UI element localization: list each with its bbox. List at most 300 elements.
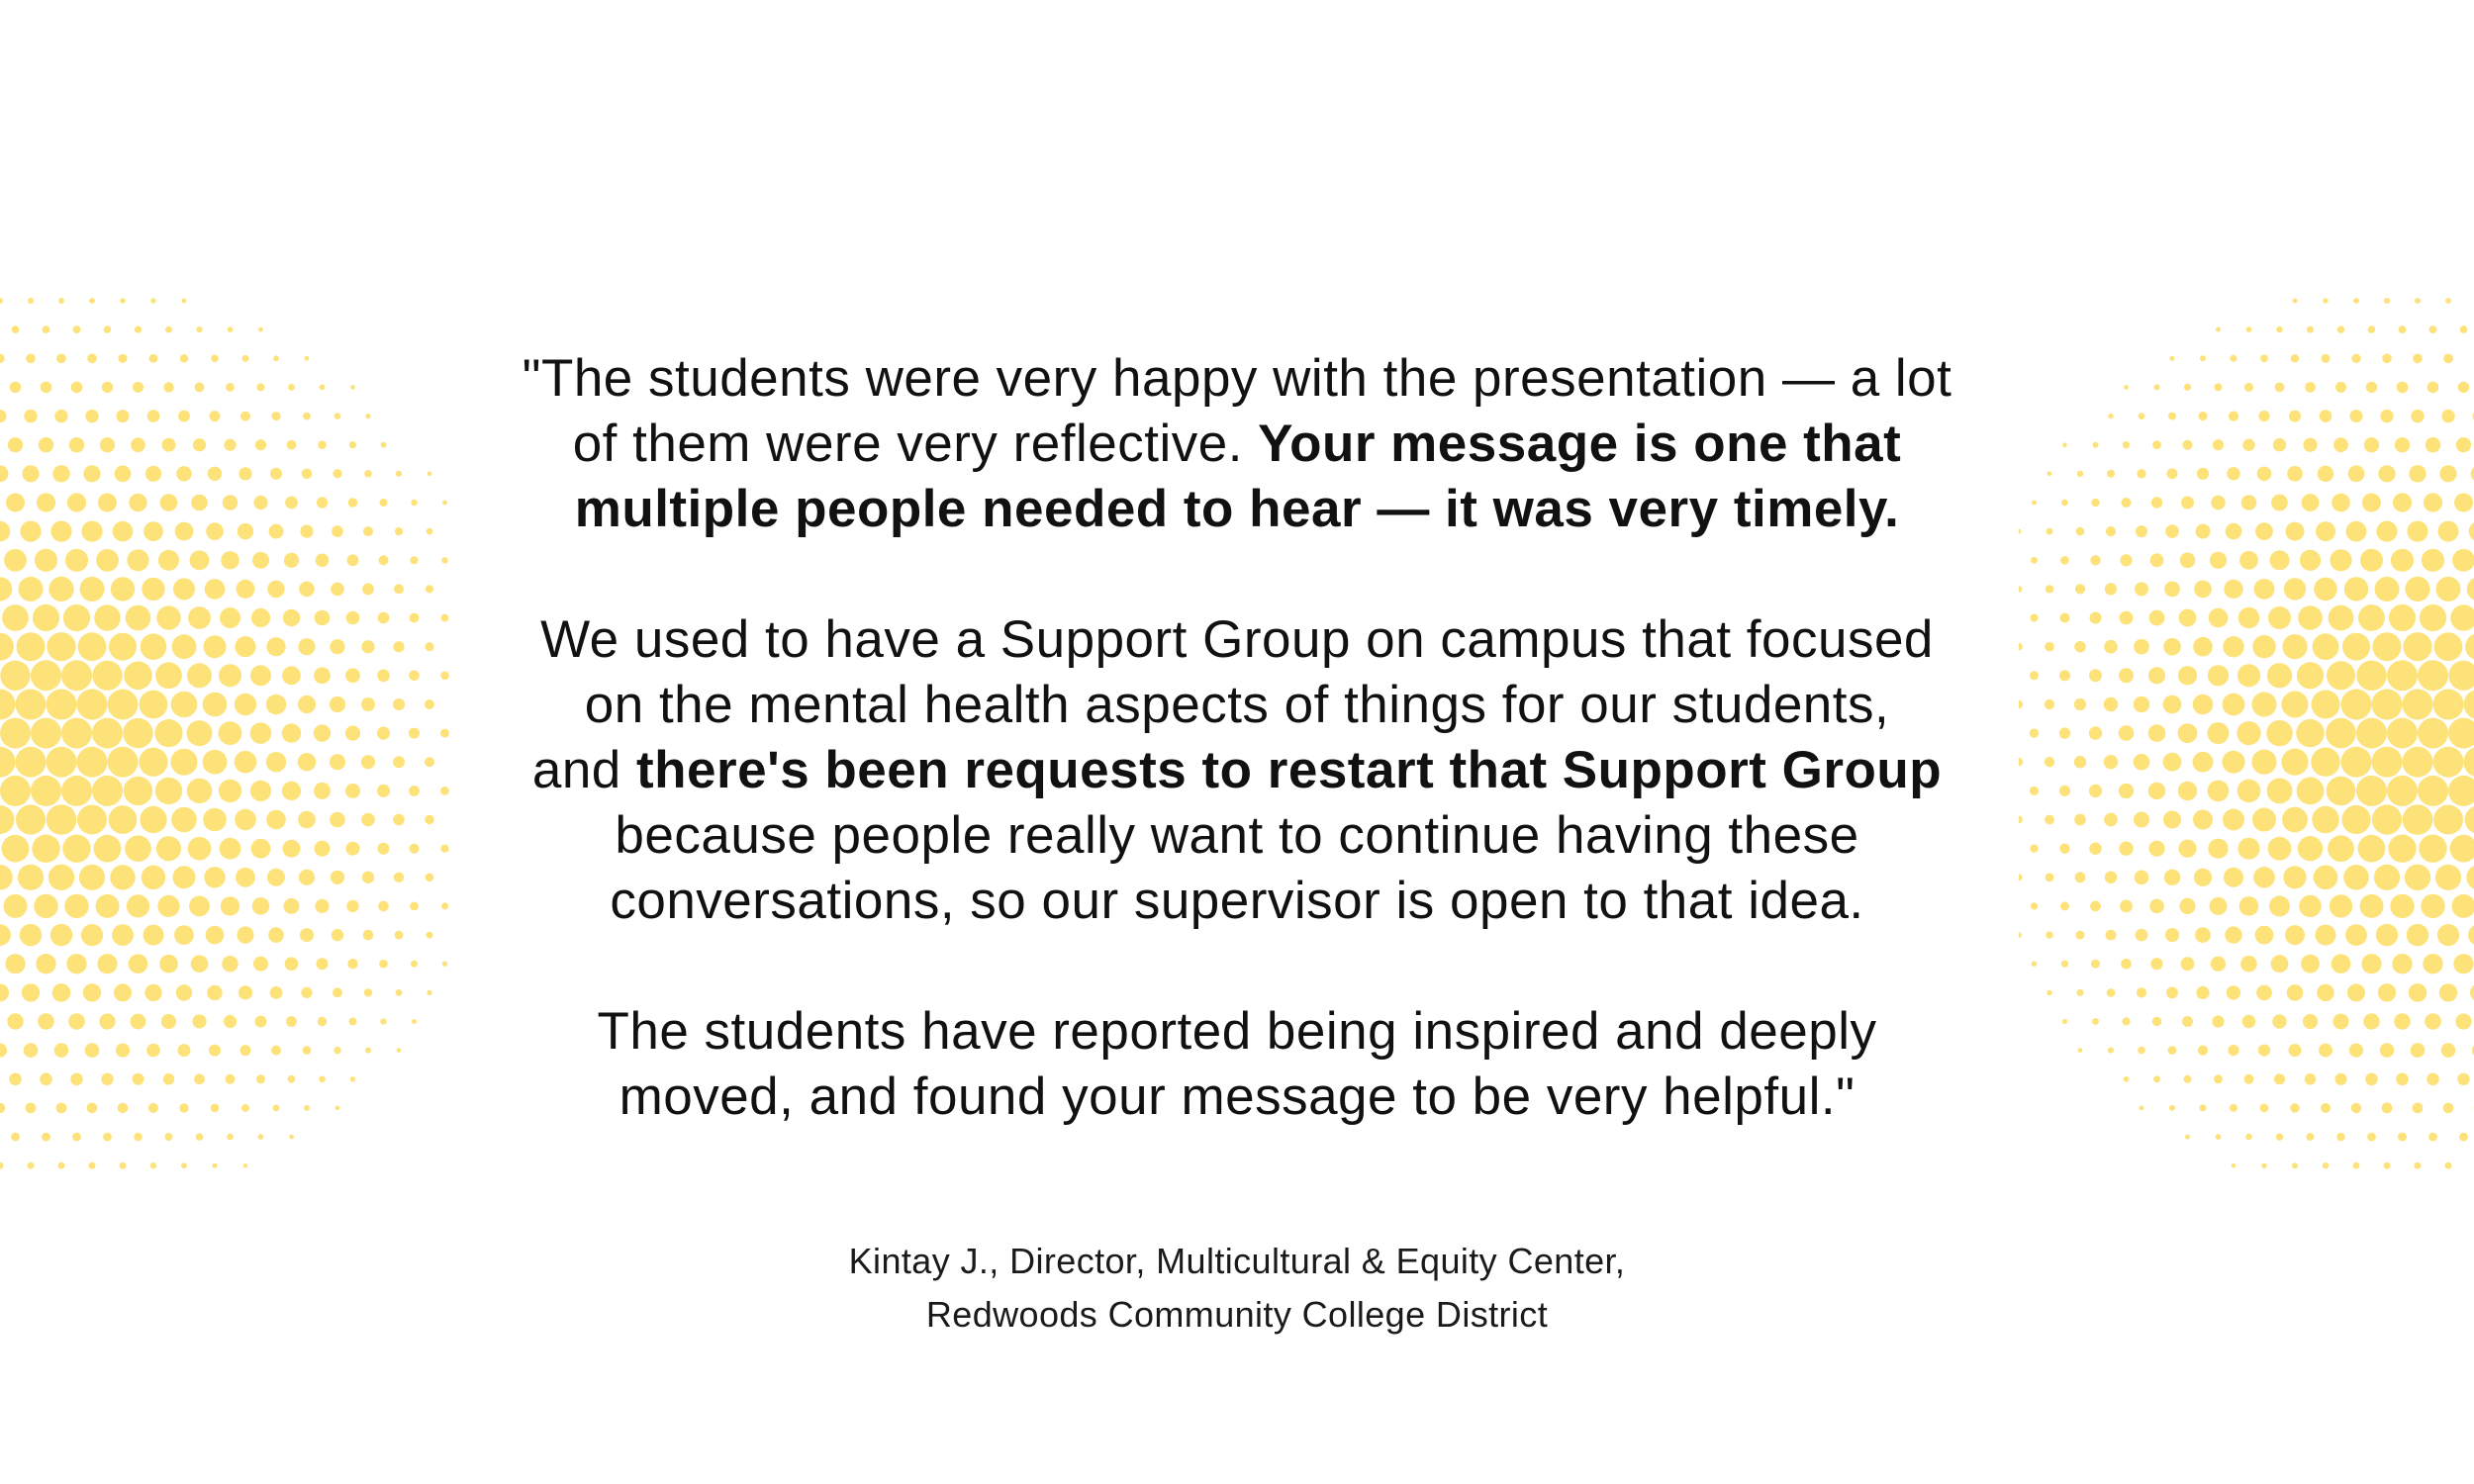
halftone-dot [2255,926,2274,945]
halftone-dot [118,354,127,363]
halftone-dot [269,524,284,539]
halftone-dot [26,354,36,364]
halftone-dot [0,924,11,946]
halftone-dot [2166,987,2178,999]
halftone-dot [237,927,253,944]
halftone-dot [285,497,298,510]
halftone-dot [149,354,158,363]
halftone-dot [129,954,148,974]
halftone-dot [2271,495,2288,511]
halftone-dot [92,661,122,691]
halftone-dot [267,581,284,598]
halftone-dot [0,298,3,304]
halftone-dot [2193,637,2213,657]
halftone-dot [73,325,81,333]
halftone-dot [7,1013,23,1029]
halftone-dot [2138,1047,2145,1055]
halftone-dot [2303,1014,2318,1029]
halftone-dot [2253,867,2275,888]
halftone-dot [192,1014,206,1028]
halftone-dot [6,494,25,512]
halftone-dot [270,468,282,480]
halftone-dot [2312,691,2340,719]
halftone-dot [2273,438,2286,451]
halftone-dot [127,894,149,917]
halftone-dot [303,1046,312,1055]
halftone-dot [2200,1104,2207,1111]
halftone-dot [2208,781,2230,802]
halftone-dot [330,639,344,654]
halftone-dot [2252,693,2277,717]
halftone-dot [2456,437,2471,452]
halftone-dot [179,1103,188,1112]
halftone-dot [67,493,86,511]
halftone-dot [298,696,316,713]
halftone-dot [87,1103,98,1114]
halftone-dot [266,637,285,656]
halftone-dot [2136,929,2148,942]
halftone-dot [77,747,108,778]
halftone-dot [2407,521,2427,542]
halftone-dot [2,835,30,863]
halftone-dot [162,438,176,452]
halftone-dot [226,1074,236,1084]
halftone-dot [2283,866,2306,888]
halftone-dot [2415,1162,2422,1169]
halftone-dot [47,690,77,720]
halftone-dot [2291,354,2299,362]
halftone-dot [108,690,139,720]
halftone-dot [2413,354,2423,364]
halftone-dot [2396,1073,2409,1086]
halftone-dot [2387,718,2418,749]
halftone-dot [61,660,92,691]
halftone-dot [2407,924,2428,946]
halftone-dot [223,495,238,510]
halftone-dot [203,750,228,775]
halftone-dot [2266,720,2292,746]
halftone-dot [87,354,97,364]
halftone-dot [2197,468,2209,480]
halftone-dot [330,754,345,770]
halftone-dot [288,384,295,391]
halftone-dot [2153,1075,2160,1082]
halftone-dot [0,661,30,691]
halftone-dot [2236,721,2260,745]
halftone-dot [120,298,126,304]
halftone-dot [143,521,163,541]
halftone-dot [155,778,182,804]
halftone-dot [142,578,164,601]
halftone-dot [92,776,123,806]
halftone-dot [0,521,10,542]
halftone-dot [2397,382,2409,394]
halftone-dot [2282,692,2309,718]
halftone-dot [253,496,267,510]
halftone-dot [2272,1014,2286,1028]
halftone-dot [2433,747,2464,778]
halftone-dot [173,866,196,888]
halftone-dot [2164,870,2180,885]
halftone-dot [2329,605,2354,631]
halftone-dot [2366,382,2377,393]
halftone-dot [117,410,130,422]
halftone-dot [2281,749,2308,776]
halftone-dot [191,495,208,511]
quote-paragraph-3 [346,999,2128,1130]
halftone-dot [206,522,224,540]
halftone-dot [190,550,210,570]
halftone-dot [111,577,135,601]
quote-line: The students have reported being inspired and deeply [597,1002,1877,1061]
halftone-dot [0,690,16,720]
halftone-dot [50,521,71,542]
halftone-dot [99,1013,115,1029]
halftone-dot [285,957,299,971]
halftone-dot [282,723,301,742]
halftone-dot [282,782,301,800]
halftone-dot [2211,496,2225,510]
halftone-dot [222,956,238,972]
quote-line [346,477,2128,542]
halftone-dot [2270,550,2290,570]
halftone-dot [68,1013,85,1030]
halftone-dot [2170,356,2175,361]
halftone-dot [2246,326,2252,332]
halftone-dot [2341,747,2372,778]
halftone-dot [193,438,206,451]
halftone-dot [77,690,108,720]
halftone-dot [165,326,172,333]
halftone-dot [8,437,23,452]
halftone-dot [2276,326,2282,332]
halftone-dot [2226,523,2242,540]
halftone-dot [2198,412,2207,420]
halftone-dot [2380,410,2393,422]
halftone-dot [174,925,194,945]
halftone-dot [89,1162,96,1169]
halftone-dot [2345,924,2367,946]
halftone-dot [2362,494,2381,512]
halftone-dot [4,894,28,918]
halftone-dot [298,753,316,771]
halftone-dot [2433,690,2464,720]
halftone-dot [2316,521,2335,541]
halftone-dot [2285,925,2305,945]
halftone-dot [155,662,182,689]
halftone-dot [2194,581,2212,599]
halftone-dot [2164,582,2180,598]
halftone-dot [2467,577,2474,601]
halftone-dot [2343,865,2369,890]
halftone-dot [58,1162,65,1169]
halftone-dot [2418,718,2448,749]
halftone-dot [2216,1134,2222,1140]
halftone-dot [2301,955,2320,974]
halftone-dot [2318,466,2333,482]
halftone-dot [2307,326,2314,333]
halftone-dot [2317,984,2333,1001]
halftone-dot [303,413,311,420]
halftone-dot [2321,1103,2331,1113]
halftone-dot [42,1133,50,1142]
halftone-dot [2429,325,2437,333]
halftone-dot [2335,382,2346,393]
halftone-dot [2314,866,2338,890]
halftone-dot [203,808,227,832]
halftone-dot [133,382,143,393]
halftone-dot [2223,636,2243,657]
halftone-dot [0,577,12,601]
halftone-dot [2303,438,2317,452]
halftone-dot [2433,805,2463,835]
halftone-dot [224,1015,237,1028]
halftone-dot [2196,524,2211,539]
halftone-dot [2,604,29,631]
halftone-dot [2411,410,2424,422]
halftone-dot [2374,865,2400,890]
halftone-dot [65,549,88,572]
halftone-dot [2358,604,2385,631]
halftone-dot [331,871,344,884]
halftone-dot [318,440,327,449]
halftone-dot [317,958,329,970]
halftone-dot [0,465,8,482]
halftone-dot [227,1134,234,1141]
halftone-dot [47,747,77,778]
halftone-dot [2241,495,2257,510]
halftone-dot [2255,522,2273,540]
halftone-dot [20,924,42,946]
halftone-dot [0,633,14,661]
halftone-dot [22,465,39,482]
halftone-dot [2382,1103,2393,1114]
halftone-dot [4,549,27,572]
halftone-dot [211,1104,220,1113]
halftone-dot [2195,927,2211,943]
halftone-dot [2212,1015,2224,1027]
halftone-dot [2165,524,2179,538]
halftone-dot [2229,412,2238,421]
halftone-dot [18,865,44,890]
halftone-dot [235,636,255,657]
halftone-dot [206,926,225,945]
halftone-dot [2392,954,2412,974]
halftone-dot [283,840,301,858]
halftone-dot [0,865,13,890]
halftone-dot [2154,384,2160,390]
halftone-dot [2388,835,2416,863]
quote-line: We used to have a Support Group on campus that focused [540,610,1934,669]
halftone-dot [2441,410,2454,422]
halftone-dot [2245,1134,2252,1141]
halftone-dot [2274,1073,2285,1084]
halftone-dot [2196,986,2209,999]
halftone-dot [2426,437,2440,452]
halftone-dot [140,691,168,719]
halftone-dot [2460,325,2468,333]
halftone-dot [2227,985,2240,999]
halftone-dot [2455,1013,2471,1029]
halftone-dot [2344,577,2368,601]
halftone-dot [250,722,272,744]
halftone-dot [2179,898,2195,914]
halftone-dot [2382,354,2392,364]
halftone-dot [204,867,225,887]
halftone-dot [300,928,314,942]
halftone-dot [2136,525,2147,537]
halftone-dot [2296,719,2324,747]
halftone-dot [50,924,72,946]
halftone-dot [2208,665,2229,686]
halftone-dot [2254,579,2275,600]
halftone-dot [334,413,341,419]
halftone-dot [2448,661,2474,691]
halftone-dot [150,298,155,303]
halftone-dot [286,1016,297,1027]
halftone-dot [2244,1074,2254,1084]
halftone-dot [2405,865,2430,890]
halftone-dot [251,608,270,627]
halftone-dot [2163,753,2182,772]
halftone-dot [2240,956,2257,973]
halftone-dot [219,780,241,802]
halftone-dot [161,1014,176,1029]
halftone-dot [2237,664,2260,687]
halftone-dot [2391,549,2414,572]
halftone-dot [2193,695,2214,715]
halftone-dot [2209,608,2229,628]
halftone-dot [242,355,249,362]
halftone-dot [2434,632,2463,661]
halftone-dot [2403,632,2431,661]
halftone-dot [2356,776,2387,806]
halftone-dot [2149,610,2165,626]
halftone-dot [2425,1013,2441,1030]
halftone-dot [2238,607,2259,628]
halftone-dot [2423,954,2442,974]
halftone-dot [104,325,112,333]
halftone-dot [2341,805,2370,834]
halftone-dot [2224,868,2243,887]
halftone-dot [220,607,240,628]
quote-text: of them were very reflective. [572,415,1259,473]
quote-line: on the mental health aspects of things for our students, [584,676,1890,734]
halftone-dot [47,804,77,835]
halftone-dot [2390,894,2414,918]
halftone-dot [160,494,178,511]
halftone-dot [2320,410,2332,422]
halftone-dot [2194,869,2212,886]
halftone-dot [2148,667,2165,684]
halftone-dot [145,466,161,482]
halftone-dot [2448,718,2474,749]
halftone-dot [2436,577,2461,602]
halftone-dot [114,983,132,1001]
halftone-dot [2289,1044,2302,1057]
halftone-dot [2163,696,2182,714]
halftone-dot [2424,493,2442,511]
halftone-dot [2420,604,2446,631]
halftone-dot [2372,804,2402,834]
halftone-dot [2242,1015,2255,1028]
halftone-dot [2179,609,2197,627]
halftone-dot [2239,551,2258,570]
halftone-dot [250,781,271,801]
halftone-dot [2210,897,2228,915]
halftone-dot [2395,437,2410,452]
halftone-dot [289,1135,294,1140]
halftone-dot [2326,718,2356,749]
halftone-dot [283,609,300,626]
halftone-dot [299,582,315,598]
halftone-dot [2152,1017,2162,1027]
halftone-dot [191,955,209,973]
halftone-dot [2168,413,2176,420]
halftone-dot [2443,354,2453,364]
halftone-dot [2450,835,2474,863]
halftone-dot [2419,835,2446,863]
halftone-dot [330,812,345,828]
halftone-dot [2134,696,2149,712]
halftone-dot [2415,298,2421,304]
quote-line [346,412,2128,477]
halftone-dot [2232,1163,2236,1168]
halftone-dot [2135,871,2149,885]
halftone-dot [2363,1013,2379,1029]
quote-line: moved, and found your message to be very helpful." [618,1067,1856,1126]
attribution-name-title: Kintay J., Director, Multicultural & Equity Center, [848,1241,1626,1281]
halftone-dot [2211,957,2226,972]
halftone-dot [52,465,69,482]
quote-attribution [346,1235,2128,1342]
halftone-dot [78,632,107,661]
halftone-dot [2450,604,2474,631]
halftone-dot [2148,783,2165,799]
halftone-dot [2384,298,2390,304]
halftone-dot [81,521,102,542]
halftone-dot [187,720,213,746]
halftone-dot [2252,635,2275,658]
halftone-dot [112,924,134,946]
halftone-dot [204,635,227,658]
halftone-dot [37,493,55,511]
halftone-dot [315,899,329,913]
halftone-dot [2251,750,2276,775]
halftone-dot [2137,469,2145,478]
halftone-dot [331,583,344,597]
halftone-dot [298,811,316,829]
halftone-dot [180,354,188,362]
halftone-dot [207,985,222,1000]
halftone-dot [2380,1043,2395,1058]
halftone-dot [127,549,148,571]
quote-paragraph-2 [346,607,2128,934]
halftone-dot [85,1043,100,1058]
halftone-dot [2237,780,2261,803]
halftone-dot [2214,1074,2223,1083]
halftone-dot [2135,582,2148,596]
halftone-dot [2418,776,2448,806]
halftone-dot [2282,634,2307,659]
halftone-dot [2336,1133,2344,1141]
halftone-dot [2368,325,2376,333]
halftone-dot [2426,1073,2439,1086]
halftone-dot [2437,924,2459,946]
halftone-dot [2376,521,2397,542]
halftone-dot [2441,1043,2456,1058]
halftone-dot [141,633,167,660]
